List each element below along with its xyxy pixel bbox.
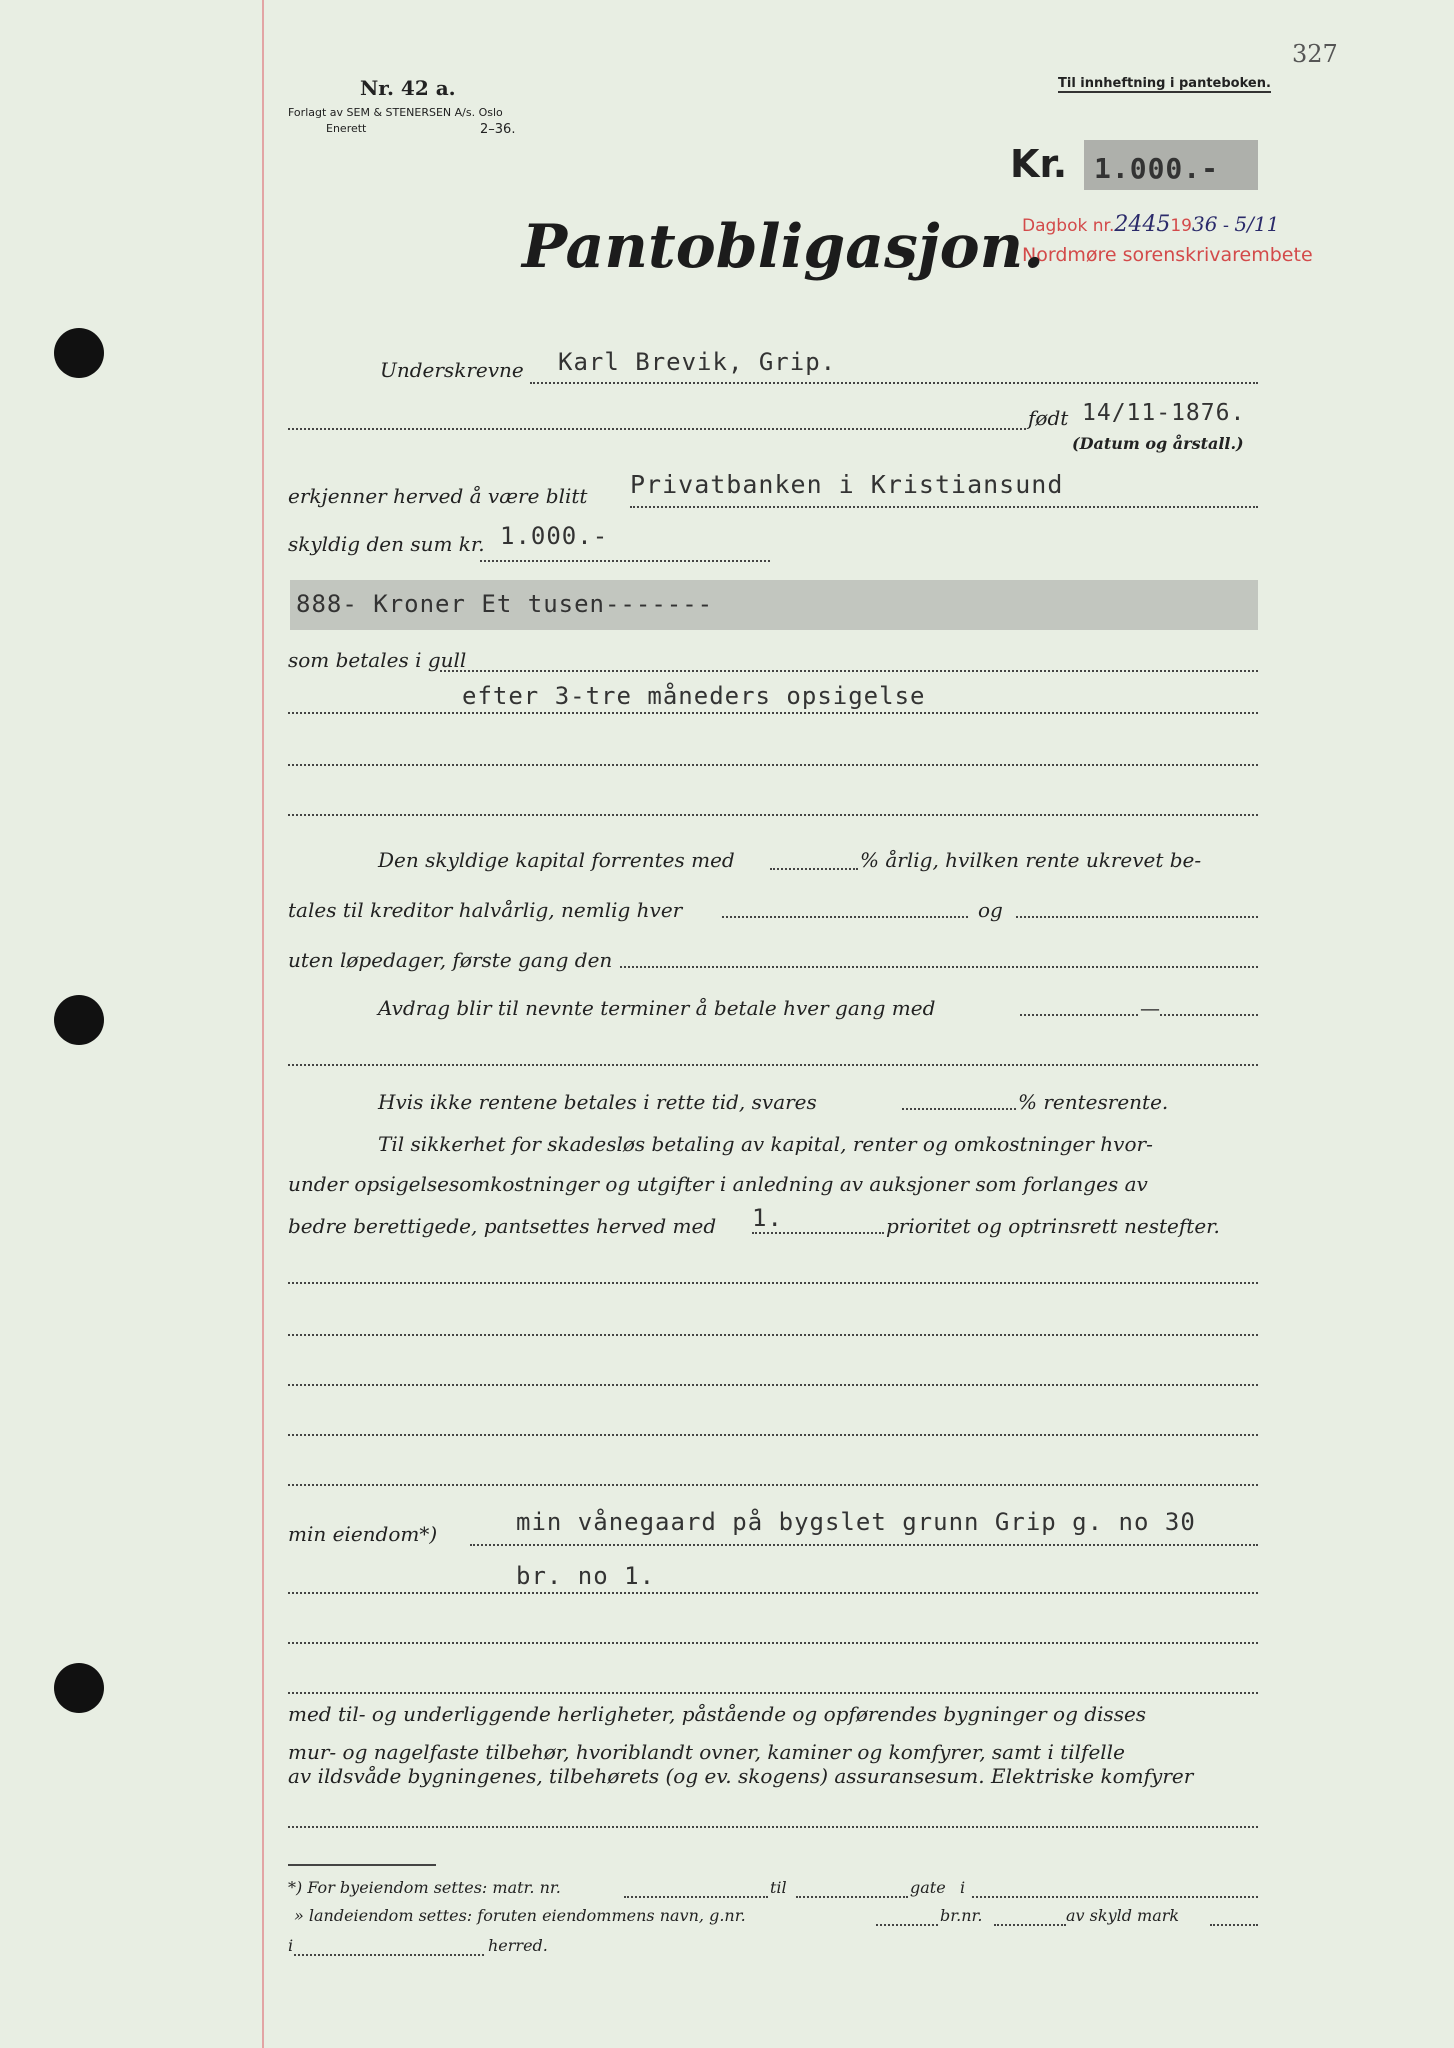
amount-value: 1.000.- [1094, 152, 1220, 185]
gold-line [440, 670, 1258, 672]
footnote-1-line-a [624, 1896, 768, 1898]
security-line-2: under opsigelsesomkostninger og utgifter i anledning av auksjoner som forlanges av [288, 1172, 1148, 1196]
blank-line-10 [288, 1692, 1258, 1694]
property-label: min eiendom*) [288, 1522, 438, 1546]
blank-line-6 [288, 1384, 1258, 1386]
dagbok-year-prefix: 19 [1170, 216, 1192, 236]
dagbok-label: Dagbok nr. [1022, 216, 1115, 236]
office-stamp: Nordmøre sorenskrivarembete [1022, 244, 1313, 266]
blank-line-9 [288, 1642, 1258, 1644]
security-line-1: Til sikkerhet for skadesløs betaling av kapital, renter og omkostninger hvor- [378, 1132, 1153, 1156]
footnote-2-line-b [994, 1924, 1066, 1926]
born-value: 14/11-1876. [1082, 400, 1246, 426]
creditor-label: erkjenner herved å være blitt [288, 484, 588, 508]
footnote-2-line-c [1210, 1924, 1258, 1926]
sum-line [480, 560, 770, 562]
punch-hole-bottom [54, 1663, 104, 1713]
blank-line-5 [288, 1334, 1258, 1336]
footnote-2-line-a [876, 1924, 938, 1926]
blank-line-8 [288, 1484, 1258, 1486]
interest-rate-line [770, 868, 858, 870]
interest-text-b: % årlig, hvilken rente ukrevet be- [860, 848, 1202, 872]
first-time-line [620, 966, 1258, 968]
property-value-1: min vånegaard på bygslet grunn Grip g. no 30 [516, 1508, 1196, 1536]
half-year-text-b: og [978, 898, 1003, 922]
sum-words: 888- Kroner Et tusen------- [296, 590, 714, 618]
undersigned-line [530, 382, 1258, 384]
creditor-line [630, 506, 1258, 508]
publisher-date: 2–36. [480, 122, 516, 137]
footnote-3-line [294, 1954, 484, 1956]
footnote-1-line-c [972, 1896, 1258, 1898]
terms-line [288, 712, 1258, 714]
security-priority-value: 1. [752, 1204, 783, 1232]
first-time-text: uten løpedager, første gang den [288, 948, 613, 972]
document-title: Pantobligasjon. [522, 212, 1045, 282]
born-label: født [1028, 406, 1069, 430]
sum-label: skyldig den sum kr. [288, 532, 485, 556]
appurtenance-line-1: med til- og underliggende herligheter, påstående og opførendes bygninger og disses [288, 1702, 1147, 1726]
dagbok-stamp: Dagbok nr.24451936 - 5/11 [1022, 212, 1280, 237]
dagbok-year: 36 [1192, 212, 1218, 236]
blank-line-4 [288, 1282, 1258, 1284]
property-value-2: br. no 1. [516, 1562, 656, 1590]
page-number: 327 [1292, 40, 1338, 68]
publisher-enerett: Enerett [326, 122, 367, 135]
footnote-separator [288, 1864, 436, 1866]
half-year-line-2 [1016, 916, 1258, 918]
blank-line-3 [288, 1064, 1258, 1066]
blank-line-1 [288, 764, 1258, 766]
sum-value: 1.000.- [500, 522, 609, 550]
half-year-text-a: tales til kreditor halvårlig, nemlig hver [288, 898, 683, 922]
undersigned-value: Karl Brevik, Grip. [558, 348, 837, 376]
security-priority-line [752, 1232, 884, 1234]
footnote-1d: i [960, 1878, 966, 1897]
footnote-3b: herred. [488, 1936, 548, 1955]
appurtenance-line-3: av ildsvåde bygningenes, tilbehørets (og ev. skogens) assuransesum. Elektriske komfyrer [288, 1764, 1194, 1788]
late-text-b: % rentesrente. [1018, 1090, 1169, 1114]
late-rate-line [902, 1108, 1016, 1110]
late-text-a: Hvis ikke rentene betales i rette tid, svares [378, 1090, 817, 1114]
undersigned-label: Underskrevne [380, 358, 524, 382]
property-line-2 [288, 1592, 1258, 1594]
gold-label: som betales i gull [288, 648, 467, 672]
half-year-line-1 [722, 916, 968, 918]
creditor-value: Privatbanken i Kristiansund [630, 470, 1064, 499]
binding-note: Til innheftning i panteboken. [1058, 76, 1271, 91]
margin-line [262, 0, 264, 2048]
property-line-1 [470, 1544, 1258, 1546]
born-note: (Datum og årstall.) [1072, 434, 1244, 453]
security-line-3a: bedre berettigede, pantsettes herved med [288, 1214, 717, 1238]
footnote-2a: » landeiendom settes: foruten eiendommens navn, g.nr. [294, 1906, 746, 1925]
appurtenance-line-2: mur- og nagelfaste tilbehør, hvoriblandt ovner, kaminer og komfyrer, samt i tilfelle [288, 1740, 1125, 1764]
footnote-1c: gate [910, 1878, 946, 1897]
installments-line [1020, 1014, 1258, 1016]
footnote-1b: til [770, 1878, 787, 1897]
dagbok-number: 2445 [1114, 212, 1171, 237]
installments-dash: — [1140, 996, 1160, 1020]
form-number: Nr. 42 a. [360, 76, 456, 100]
punch-hole-middle [54, 995, 104, 1045]
footnote-2b: br.nr. [940, 1906, 983, 1925]
blank-line-11 [288, 1826, 1258, 1828]
blank-line-7 [288, 1434, 1258, 1436]
footnote-1a: *) For byeiendom settes: matr. nr. [288, 1878, 561, 1897]
installments-text: Avdrag blir til nevnte terminer å betale hver gang med [378, 996, 936, 1020]
publisher-line: Forlagt av SEM & STENERSEN A/s. Oslo [288, 106, 503, 119]
terms-value: efter 3-tre måneders opsigelse [462, 682, 926, 710]
footnote-2c: av skyld mark [1066, 1906, 1180, 1925]
security-line-3b: prioritet og optrinsrett nestefter. [886, 1214, 1220, 1238]
born-line-left [288, 428, 1026, 430]
footnote-1-line-b [796, 1896, 908, 1898]
blank-line-2 [288, 814, 1258, 816]
punch-hole-top [54, 328, 104, 378]
amount-label: Kr. [1010, 142, 1068, 186]
footnote-3a: i [288, 1936, 294, 1955]
interest-text-a: Den skyldige kapital forrentes med [378, 848, 735, 872]
dagbok-date: 5/11 [1234, 212, 1280, 236]
